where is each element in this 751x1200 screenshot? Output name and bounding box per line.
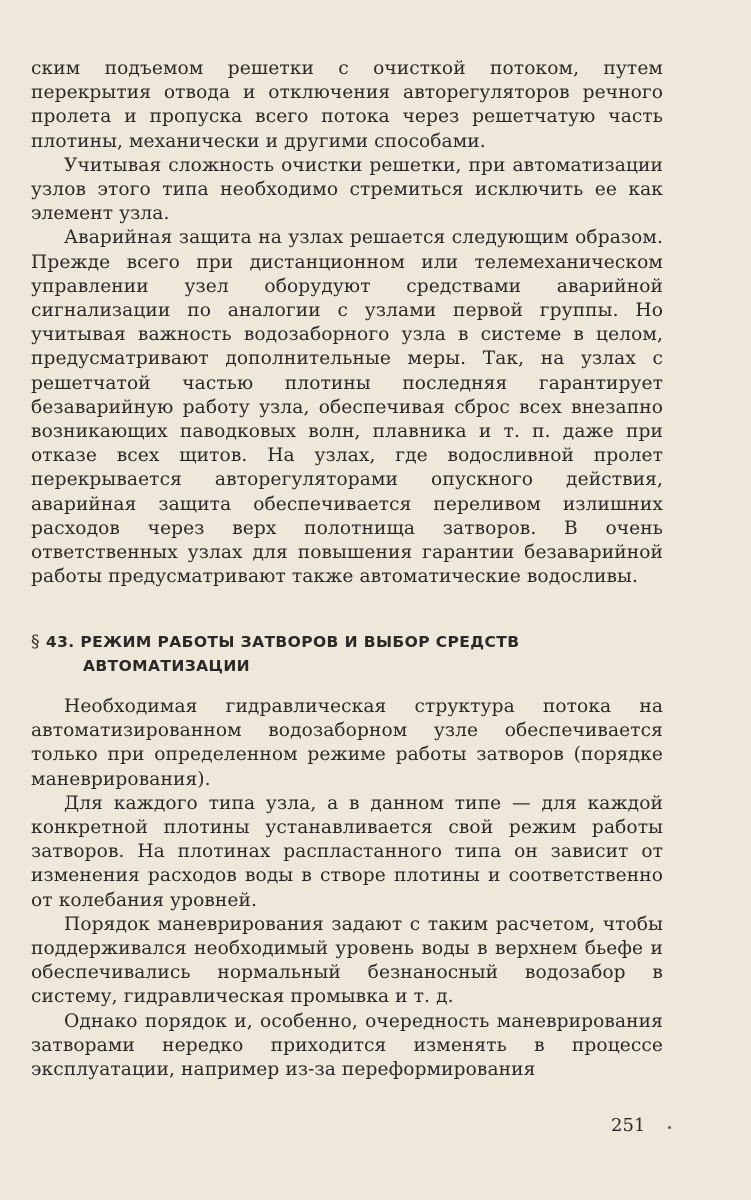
section-title-line2: АВТОМАТИЗАЦИИ xyxy=(83,657,251,675)
paragraph-cleaning: Учитывая сложность очистки решетки, при автоматизации узлов этого типа необходимо стремиться исключить ее как элемент узла. xyxy=(31,154,663,225)
page-number: 251 xyxy=(611,1115,646,1136)
paragraph-maneuvering-change: Однако порядок и, особенно, очередность маневрирования затворами нередко приходится изменять в процессе эксплуатации, например из-за переформирования xyxy=(31,1010,663,1081)
text-block-bottom xyxy=(31,695,663,1082)
paragraph-emergency-protection: Аварийная защита на узлах решается следующим образом. Прежде всего при дистанционном или телемеханическом управлении узел оборудуют средствами аварийной сигнализации по аналогии с узлами первой группы. Но учитывая важность водозаборного узла в системе в целом, предусматривают дополнительные меры. Так, на узлах с решетчатой частью плотины последняя гарантирует безаварийную работу узла, обеспечивая сброс всех внезапно возникающих паводковых волн, плавника и т. п. даже при отказе всех щитов. На узлах, где водосливной пролет перекрывается авторегуляторами опускного действия, аварийная защита обеспечивается переливом излишних расходов через верх полотнища затворов. В очень ответственных узлах для повышения гарантии безаварийной работы предусматривают также автоматические водосливы. xyxy=(31,227,663,588)
text-block-top xyxy=(31,57,663,589)
section-symbol: § xyxy=(31,632,40,652)
section-heading xyxy=(31,630,663,678)
paragraph-continued: ским подъемом решетки с очисткой потоком, путем перекрытия отвода и отключения авторегуляторов речного пролета и пропуска всего потока через решетчатую часть плотины, механически и другими способами. xyxy=(31,58,663,152)
paragraph-dam-mode: Для каждого типа узла, а в данном типе — для каждой конкретной плотины устанавливается свой режим работы затворов. На плотинах распластанного типа он зависит от изменения расходов воды в створе плотины и соответственно от колебания уровней. xyxy=(31,792,663,911)
paragraph-maneuvering-order: Порядок маневрирования задают с таким расчетом, чтобы поддерживался необходимый уровень воды в верхнем бьефе и обеспечивались нормальный безнаносный водозабор в систему, гидравлическая промывка и т. д. xyxy=(31,913,663,1008)
print-speck xyxy=(668,1126,671,1129)
section-title-line1: 43. РЕЖИМ РАБОТЫ ЗАТВОРОВ И ВЫБОР СРЕДСТВ xyxy=(45,633,520,651)
paragraph-flow-structure: Необходимая гидравлическая структура потока на автоматизированном водозаборном узле обеспечивается только при определенном режиме работы затворов (порядке маневрирования). xyxy=(31,696,663,790)
